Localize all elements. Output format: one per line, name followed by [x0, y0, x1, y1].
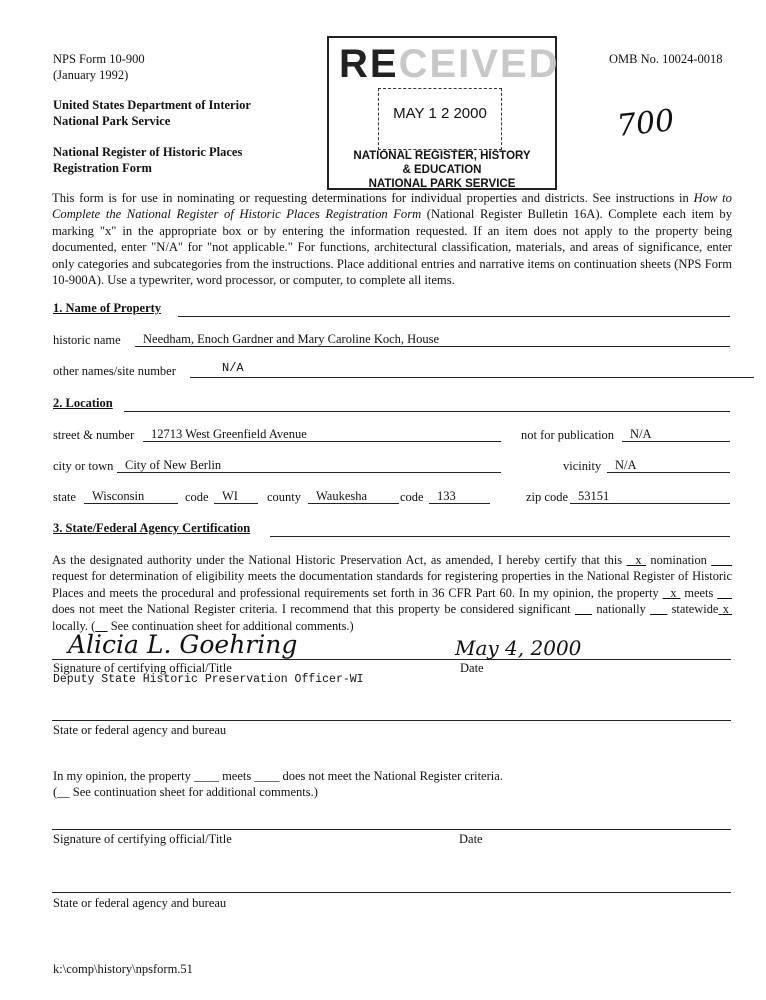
- city-label: city or town: [53, 459, 114, 473]
- stamp-date: MAY 1 2 2000: [393, 105, 487, 122]
- opinion-date-label: Date: [459, 832, 483, 846]
- not-for-publication-field[interactable]: N/A: [622, 428, 730, 442]
- vicinity-field[interactable]: N/A: [607, 459, 730, 473]
- official-title: Deputy State Historic Preservation Officer-WI: [53, 673, 364, 686]
- stamp-received-word: RECEIVED: [339, 42, 560, 86]
- street-field[interactable]: 12713 West Greenfield Avenue: [143, 428, 501, 442]
- nomination-checkbox[interactable]: x: [635, 553, 642, 567]
- opinion-signature-label: Signature of certifying official/Title: [53, 832, 232, 846]
- opinion-agency-label: State or federal agency and bureau: [53, 896, 227, 910]
- form-number: NPS Form 10-900: [53, 52, 145, 66]
- file-path: k:\comp\history\npsform.51: [53, 962, 193, 976]
- meets-checkbox[interactable]: x: [670, 585, 677, 600]
- department-name: United States Department of Interior: [53, 98, 251, 112]
- state-field[interactable]: Wisconsin: [84, 490, 178, 504]
- not-for-publication-label: not for publication: [521, 428, 615, 442]
- stamp-date-box: [378, 88, 502, 150]
- vicinity-label: vicinity: [563, 459, 602, 473]
- nationally-checkbox[interactable]: [575, 602, 592, 616]
- form-title: Registration Form: [53, 161, 152, 175]
- certification-paragraph: As the designated authority under the National Historic Preservation Act, as amended, I hereby certify that this x nomination request for determination of eligibility meets the documentation standards for registering properties in the National Register of Historic Places and meets the procedural and professional requirements set forth in 36 CFR Part 60. In my opinion, the property x meets does not meet the National Register criteria. I recommend that this property be considered significant nationally statewide x locally. ( See continuation sheet for additional comments.): [52, 553, 732, 633]
- historic-name-field[interactable]: Needham, Enoch Gardner and Mary Caroline Koch, House: [135, 333, 730, 347]
- opinion-continuation: (__ See continuation sheet for additional comments.): [53, 785, 318, 799]
- zip-field[interactable]: 53151: [570, 490, 730, 504]
- county-label: county: [267, 490, 302, 504]
- signature-label: Signature of certifying official/Title: [53, 661, 232, 675]
- agency-name: National Park Service: [53, 114, 171, 128]
- opinion-agency-line[interactable]: [52, 892, 731, 893]
- opinion-text: In my opinion, the property ____ meets ____ does not meet the National Register criteria.: [53, 769, 503, 783]
- form-date: (January 1992): [53, 68, 129, 82]
- opinion-signature-line[interactable]: [52, 829, 731, 830]
- state-code-field[interactable]: WI: [214, 490, 258, 504]
- state-label: state: [53, 490, 76, 504]
- handwritten-number: 700: [615, 103, 676, 144]
- handwritten-signature: Alicia L. Goehring: [68, 630, 298, 659]
- street-label: street & number: [53, 428, 135, 442]
- county-field[interactable]: Waukesha: [308, 490, 399, 504]
- city-field[interactable]: City of New Berlin: [117, 459, 501, 473]
- received-stamp: [327, 36, 560, 190]
- stamp-line-3: NATIONAL PARK SERVICE: [368, 178, 516, 190]
- section-3-title: 3. State/Federal Agency Certification: [53, 521, 251, 535]
- request-checkbox[interactable]: [711, 553, 732, 567]
- omb-number: OMB No. 10024-0018: [609, 52, 723, 66]
- zip-label: zip code: [526, 490, 568, 504]
- county-code-label: code: [400, 490, 424, 504]
- handwritten-date: May 4, 2000: [455, 636, 582, 660]
- does-not-meet-checkbox[interactable]: [717, 586, 732, 600]
- agency-label: State or federal agency and bureau: [53, 723, 227, 737]
- opinion-not-meet-blank[interactable]: ____: [254, 769, 280, 783]
- signature-line[interactable]: [52, 659, 731, 660]
- section-2-title: 2. Location: [53, 396, 113, 410]
- other-names-label: other names/site number: [53, 364, 176, 378]
- program-name: National Register of Historic Places: [53, 145, 243, 159]
- opinion-meets-blank[interactable]: ____: [193, 769, 219, 783]
- agency-line[interactable]: [52, 720, 731, 721]
- state-code-label: code: [185, 490, 209, 504]
- section-1-title: 1. Name of Property: [53, 301, 162, 315]
- instructions-paragraph: This form is for use in nominating or requesting determinations for individual properties and districts. See instructions in How to Complete the National Register of Historic Places Registration Form (National Register Bulletin 16A). Complete each item by marking "x" in the appropriate box or by entering the information requested. If an item does not apply to the property being documented, enter "N/A" for "not applicable." For functions, architectural classification, materials, and areas of significance, enter only categories and subcategories from the instructions. Place additional entries and narrative items on continuation sheets (NPS Form 10-900A). Use a typewriter, word processor, or computer, to complete all items.: [52, 191, 732, 288]
- stamp-line-1: NATIONAL REGISTER, HISTORY: [353, 150, 531, 162]
- locally-checkbox[interactable]: x: [722, 602, 729, 617]
- statewide-checkbox[interactable]: [650, 602, 667, 616]
- stamp-line-2: & EDUCATION: [402, 164, 482, 176]
- date-label: Date: [460, 661, 484, 675]
- county-code-field[interactable]: 133: [429, 490, 490, 504]
- historic-name-label: historic name: [53, 333, 121, 347]
- other-names-field[interactable]: N/A: [190, 360, 754, 378]
